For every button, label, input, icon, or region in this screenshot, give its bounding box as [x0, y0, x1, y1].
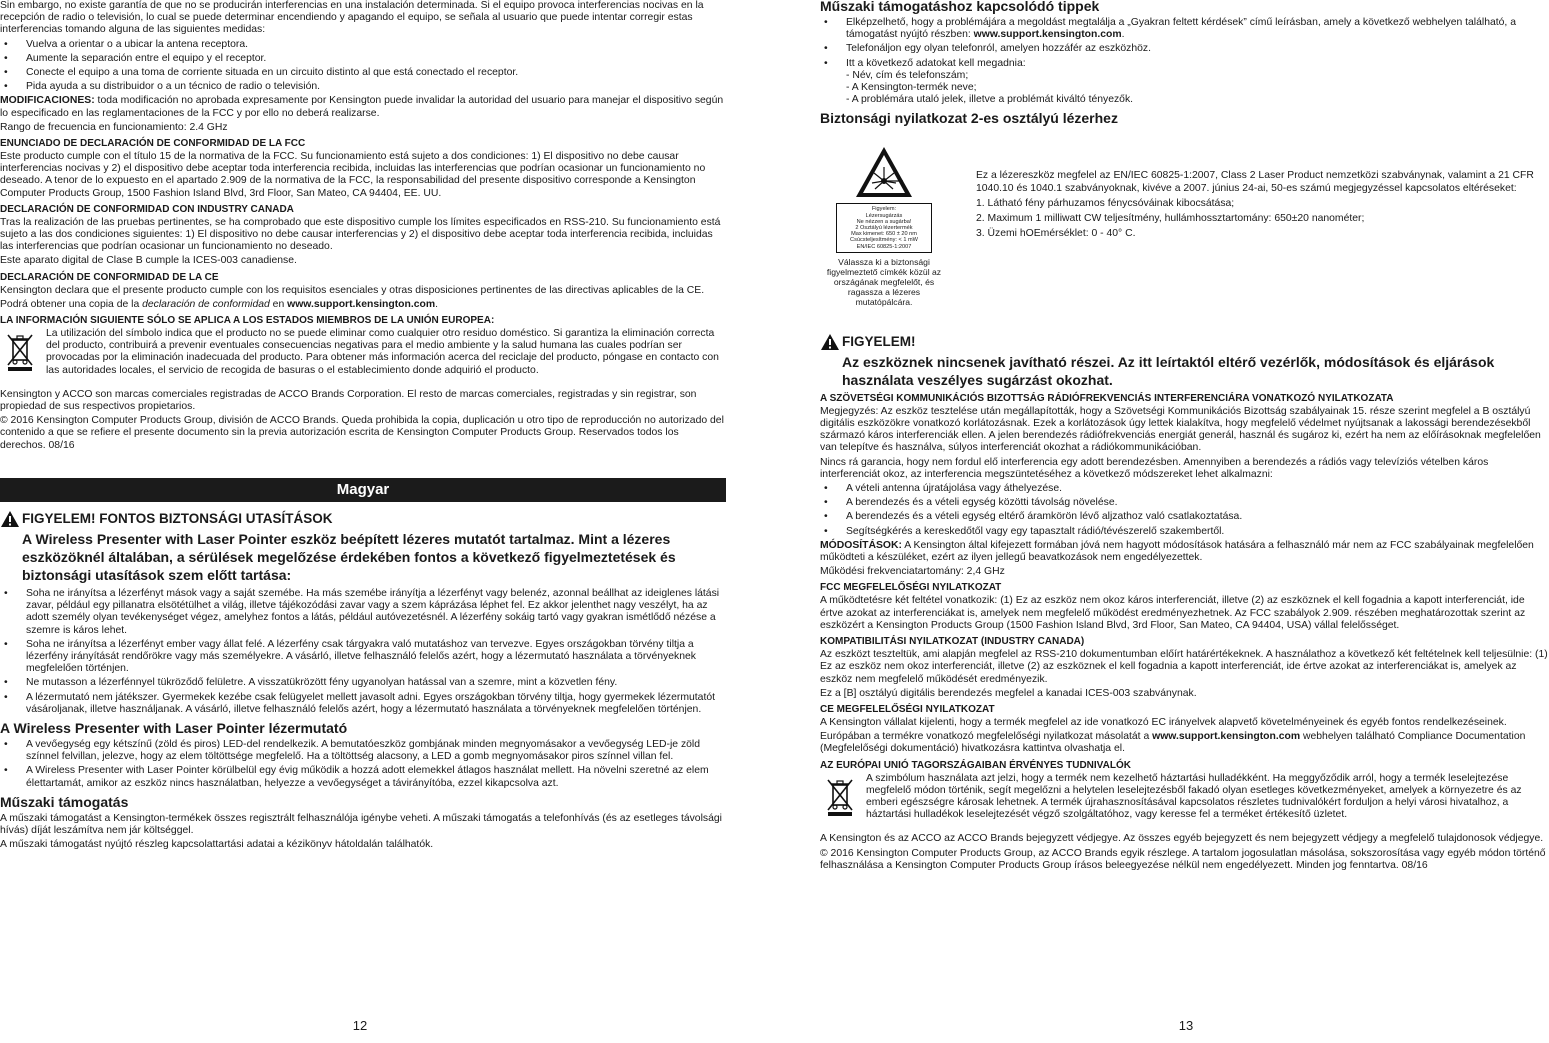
- hu-warning-heading: [0, 510, 726, 528]
- list-item: • Soha ne irányítsa a lézerfényt ember vagy állat felé. A lézerfény csak tárgyakra való mutatáshoz van tervezve. Egyes országokban törvény tiltja a lézerfény irányítását rendőrökre vagy más személyekre. A vásárló, illetve felhasználó felelős azért, hogy a lézermutató használata a törvényeknek megfelelően történjen.: [0, 639, 726, 676]
- ic-text-2: Ez a [B] osztályú digitális berendezés megfelel a kanadai ICES-003 szabványnak.: [820, 687, 1197, 699]
- list-item: • Segítségkérés a kereskedőtől vagy egy tapasztalt rádió/tévészerelő szakembertől.: [820, 526, 1549, 538]
- label-line: Figyelem:: [871, 206, 897, 213]
- ce-heading: CE MEGFELELŐSÉGI NYILATKOZAT: [820, 703, 995, 715]
- es-ce-copy-c: en: [269, 298, 288, 310]
- warning-triangle-icon: [0, 510, 20, 528]
- list-item: • Aumente la separación entre el equipo y el receptor.: [0, 53, 726, 65]
- hu-warning-title: FIGYELEM! FONTOS BIZTONSÁGI UTASÍTÁSOK: [22, 510, 333, 526]
- support-url[interactable]: www.support.kensington.com: [973, 29, 1122, 41]
- right-column: [820, 0, 1549, 874]
- frequency: Működési frekvenciatartomány: 2,4 GHz: [820, 566, 1005, 578]
- laser-warning-label: [836, 203, 932, 252]
- es-ce-copy-e: .: [435, 298, 438, 310]
- language-banner: Magyar: [0, 478, 726, 502]
- list-item: • A berendezés és a vételi egység eltérő áramkörön lévő aljzathoz való csatlakoztatása.: [820, 511, 1549, 523]
- es-eu-heading: LA INFORMACIÓN SIGUIENTE SÓLO SE APLICA A LOS ESTADOS MIEMBROS DE LA UNIÓN EUROPEA:: [0, 315, 495, 327]
- es-copyright: © 2016 Kensington Computer Products Group, división de ACCO Brands. Queda prohibida la copia, duplicación u otro tipo de reproducción no autorizado del contenido a que se refiere el presente documento sin la previa autorización escrita de Kensington Computer Products Group. Reservados todos los derechos. 08/16: [0, 415, 724, 451]
- tips-text-end: .: [1121, 29, 1125, 41]
- tips-text: Elképzelhető, hogy a problémájára a megoldást megtalálja a „Gyakran feltett kérdések” című leírásban, amely a következő webhelyen található, a támogatást nyújtó részben:: [846, 17, 1516, 41]
- laser-text-line: 3. Üzemi hOEmérséklet: 0 - 40° C.: [976, 228, 1136, 240]
- list-item: • Pida ayuda a su distribuidor o a un técnico de radio o televisión.: [0, 81, 726, 93]
- label-line: 2 Osztályú lézertermék: [855, 225, 913, 232]
- es-intro: Sin embargo, no existe garantía de que no se producirán interferencias en una instalación determinada. Si el equipo provoca interferencias nocivas en la recepción de radio o televisión, lo cual se puede determinar encendiendo y apagando el equipo, se señala al usuario que puede intentar corregir estas interferencias tomando alguna de las siguientes medidas:: [0, 0, 704, 36]
- laser-caption: Válassza ki a biztonsági figyelmeztető címkék közül az országának megfelelőt, és ragassza a lézeres mutatópálcára.: [826, 256, 942, 307]
- page-number: 13: [1178, 1018, 1194, 1033]
- list-item: • A vevőegység egy kétszínű (zöld és piros) LED-del rendelkezik. A bemutatóeszköz gombjának minden megnyomásakor a vevőegység LED-je zöld színnel felvillan, jelezve, hogy az elem töltöttsége megfelelő. Ha a töltöttség alacsony, a LED a gomb megnyomásakor piros színnel villan fel.: [0, 739, 726, 763]
- rf-list: [820, 483, 1549, 538]
- list-item: [820, 58, 1549, 107]
- es-mod-text: toda modificación no aprobada expresamente por Kensington puede invalidar la autoridad del usuario para manejar el dispositivo según lo especificado en las reglamentaciones de la FCC y por ello no deberá realizarse.: [0, 95, 724, 119]
- tips-sub-item: - Név, cím és telefonszám;: [846, 69, 969, 81]
- list-item: • Conecte el equipo a una toma de corriente situada en un circuito distinto al que está conectado el receptor.: [0, 67, 726, 79]
- tips-heading: Műszaki támogatáshoz kapcsolódó tippek: [820, 0, 1100, 14]
- es-ce-copy: [0, 299, 726, 311]
- fcc-text: A működtetésre két feltétel vonatkozik: (1) Ez az eszköz nem okoz káros interferenciát, illetve (2) az eszköznek el kell fogadnia a kapott interferenciát, ide értve azokat az interferenciákat is, amelyek nem megfelelő működést eredményezhetnek. Az FCC szabályok 2.909. részében meghatározottak szerint az eszközért a Kensington Products Group (1500 Fashion Island Blvd, 3rd Floor, San Mateo, CA 94404, USA) vállal felelősséget.: [820, 595, 1526, 631]
- es-ce-doc-link: declaración de conformidad: [142, 298, 270, 310]
- copyright: © 2016 Kensington Computer Products Group, az ACCO Brands egyik részlege. A tartalom jogosulatlan másolása, sokszorosítása vagy egyéb módon történő felhasználása a Kensington Computer Products Group írásos beleegyezése nélkül nem engedélyezett. Minden jog fenntartva. 08/16: [820, 847, 1546, 871]
- ce-text: A Kensington vállalat kijelenti, hogy a termék megfelel az ide vonatkozó EC irányelvek alapvető követelményeinek és egyéb fontos rendelkezéseinek.: [820, 716, 1507, 728]
- list-item: • Soha ne irányítsa a lézerfényt mások vagy a saját szemébe. Ha más szemébe irányítja a lézerfényt vagy belenéz, azonnal beállhat az ideiglenes látási zavar, például egy pillanatra elsötétülhet a világ, illetve tájékozódási zavar vagy a szem káprázása léphet fel. Ez akkor jelenthet nagy veszélyt, ha az adott személy olyan tevékenységet végez, amelyhez fontos a látás, például autóvezetésnél. A lézerfény sokáig tartó vagy gyakran ismétlődő nézése a szemre is káros lehet.: [0, 588, 726, 637]
- rf-text: Megjegyzés: Az eszköz tesztelése után megállapították, hogy a Szövetségi Kommunikációs Bizottság szabályainak 15. része szerint megfelel a B osztályú digitális eszközökre vonatkozó korlátozásnak. Ezek a korlátozások úgy lettek kialakítva, hogy megfelelő védelmet nyújtsanak a lakossági berendezésekből származó káros interferenciák ellen. A jelen berendezés rádiófrekvenciás energiát generál, használ és sugároz ki, ezért ha nem az előírásoknak megfelelően van telepítve és használva, súlyos interferenciát okozhat a rádiókommunikációban.: [820, 405, 1541, 454]
- ce-copy: [820, 731, 1549, 755]
- hu-support-heading: Műszaki támogatás: [0, 793, 129, 810]
- trademarks: A Kensington és az ACCO az ACCO Brands bejegyzett védjegye. Az összes egyéb bejegyzett és nem bejegyzett védjegy a megfelelő tulajdonosok védjegye.: [820, 833, 1544, 845]
- laser-statement: [820, 135, 1549, 306]
- label-line: EN/IEC 60825-1:2007: [856, 243, 912, 250]
- es-bullets: [0, 39, 726, 94]
- left-column: [0, 0, 726, 853]
- hu-laser-heading: A Wireless Presenter with Laser Pointer lézermutató: [0, 719, 348, 736]
- list-item: • A vételi antenna újratájolása vagy áthelyezése.: [820, 483, 1549, 495]
- es-trademarks: Kensington y ACCO son marcas comerciales registradas de ACCO Brands Corporation. El resto de marcas comerciales, registradas y sin registrar, son propiedad de sus respectivos propietarios.: [0, 388, 697, 413]
- es-fcc-text: Este producto cumple con el título 15 de la normativa de la FCC. Su funcionamiento está sujeto a dos condiciones: 1) El dispositivo no debe causar interferencias nocivas y 2) el dispositivo debe aceptar toda interferencia recibida, incluidas las interferencias que podrían ocasionar un funcionamiento no deseado. A tenor de lo expuesto en el apartado 2.909 de la normativa de la FCC, la responsabilidad del presente dispositivo corresponde a Kensington Computer Products Group, 1500 Fashion Island Blvd, 3rd Floor, San Mateo, CA 94404, EE. UU.: [0, 151, 706, 199]
- tips-sub-item: - A Kensington-termék neve;: [846, 82, 977, 94]
- eu-text: A szimbólum használata azt jelzi, hogy a termék nem kezelhető háztartási hulladékként. Ha meggyőződik arról, hogy a termék leselejtezése megfelelő módon történik, segít megelőzni a helytelen leselejtezésből fakadó olyan esetleges következményeket, amelyek a környezetre és az emberi egészségre károsak lehetnek. A termék újrahasznosításával kapcsolatos részletes tudnivalókért forduljon a helyi városi hivatalhoz, a háztartási hulladékok leselejtezését végző szolgáltatóhoz, vagy keresse fel a terméket értékesítő üzletet.: [866, 772, 1522, 821]
- laser-safety-heading: Biztonsági nyilatkozat 2-es osztályú lézerhez: [820, 110, 1118, 127]
- page-number: 12: [352, 1018, 368, 1033]
- hu-warning-body: A Wireless Presenter with Laser Pointer eszköz beépített lézeres mutatót tartalmaz. Mint a lézeres eszközöknél általában, a sérülések megelőzése érdekében fontos a következő figyelmeztetések és biztonsági utasítások szem előtt tartása:: [22, 530, 676, 583]
- label-line: Ne nézzen a sugárba!: [856, 218, 912, 225]
- hu-support-text: A műszaki támogatást a Kensington-termékek összes regisztrált felhasználója igénybe veheti. A műszaki támogatás a telefonhívás (és az esetleges távolsági hívás) díját leszámítva nem jár költséggel.: [0, 812, 722, 836]
- laser-figure: [820, 135, 948, 306]
- weee-bin-icon: [824, 777, 856, 817]
- es-eu-text: La utilización del símbolo indica que el producto no se puede eliminar como cualquier otro residuo doméstico. Si garantiza la eliminación correcta del producto, contribuirá a prevenir eventuales consecuencias negativas para el medio ambiente y la salud humana las cuales podrían ser provocadas por la eliminación inadecuada del producto. Para obtener más información acerca del reciclaje del producto, póngase en contacto con las autoridades locales, el servicio de recogida de basuras o el establecimiento donde adquirió el producto.: [46, 328, 719, 376]
- list-item: • Telefonáljon egy olyan telefonról, amelyen hozzáfér az eszközhöz.: [820, 43, 1549, 55]
- eu-heading: AZ EURÓPAI UNIÓ TAGORSZÁGAIBAN ÉRVÉNYES TUDNIVALÓK: [820, 759, 1131, 771]
- warning-triangle-icon: [820, 333, 840, 351]
- fcc-heading: FCC MEGFELELŐSÉGI NYILATKOZAT: [820, 582, 1002, 594]
- weee-block: [820, 773, 1549, 824]
- tips-list: [820, 17, 1549, 106]
- ce-copy-c: webhelyen található Compliance Documentation (Megfelelőségi dokumentáció) hivatkozásra kattintva olvashatja el.: [820, 731, 1526, 755]
- es-ce-text: Kensington declara que el presente producto cumple con los requisitos esenciales y otras disposiciones pertinentes de las directivas aplicables de la CE.: [0, 284, 705, 296]
- mod-text: A Kensington által kifejezett formában jóvá nem hagyott módosítások hatására a felhasználó már nem az FCC szabályainak megfelelően működteti a készüléket, ezért az ilyen jellegű beavatkozások nem engedélyezettek.: [820, 539, 1534, 564]
- es-support-url[interactable]: www.support.kensington.com: [287, 298, 436, 310]
- es-modifications: [0, 95, 726, 119]
- weee-bin-icon: [4, 332, 36, 372]
- laser-text-line: 2. Maximum 1 milliwatt CW teljesítmény, hullámhossztartomány: 650±20 nanométer;: [976, 213, 1365, 225]
- ce-copy-a: Európában a termékre vonatkozó megfelelőségi nyilatkozat másolatát a: [820, 731, 1153, 743]
- es-ce-heading: DECLARACIÓN DE CONFORMIDAD DE LA CE: [0, 271, 219, 283]
- es-ic-heading: DECLARACIÓN DE CONFORMIDAD CON INDUSTRY CANADA: [0, 203, 294, 215]
- ic-heading: KOMPATIBILITÁSI NYILATKOZAT (INDUSTRY CANADA): [820, 636, 1085, 648]
- mod-label: MÓDOSÍTÁSOK:: [820, 539, 902, 551]
- list-item: • Ne mutasson a lézerfénnyel tükröződő felületre. A visszatükrözött fény ugyanolyan hatással van a szemre, mint a közvetlen fény.: [0, 677, 726, 689]
- es-frequency: Rango de frecuencia en funcionamiento: 2.4 GHz: [0, 121, 228, 133]
- list-item: • Vuelva a orientar o a ubicar la antena receptora.: [0, 39, 726, 51]
- es-weee-block: [0, 328, 726, 379]
- es-fcc-heading: ENUNCIADO DE DECLARACIÓN DE CONFORMIDAD DE LA FCC: [0, 138, 306, 150]
- modifications: [820, 540, 1549, 564]
- es-mod-label: MODIFICACIONES:: [0, 95, 95, 107]
- hu-support-text-2: A műszaki támogatást nyújtó részleg kapcsolattartási adatai a kézikönyv hátoldalán találhatók.: [0, 839, 434, 851]
- list-item: • A lézermutató nem játékszer. Gyermekek kezébe csak felügyelet mellett javasolt adni. Egyes országokban törvény tiltja, hogy gyermekek lézermutatót vásároljanak, illetve használjanak. A vásárló, illetve felhasználó felelős azért, hogy a lézermutató használata a törvényeknek megfelelően történjen.: [0, 692, 726, 716]
- es-ic-text-2: Este aparato digital de Clase B cumple la ICES-003 canadiense.: [0, 255, 297, 267]
- es-ce-copy-a: Podrá obtener una copia de la: [0, 298, 143, 310]
- ic-text: Az eszközt teszteltük, ami alapján megfelel az RSS-210 dokumentumban előírt határértékeknek. A használathoz a következő két feltételnek kell teljesülnie: (1) Ez az eszköz nem okoz interferenciát, illetve (2) az eszköznek el kell fogadnia a kapott interferenciát, ide értve azokat az interferenciákat is, amelyek az eszköz nem megfelelő működését eredményezik.: [820, 649, 1548, 685]
- tips-sub-item: - A problémára utaló jelek, illetve a problémát kiváltó tényezők.: [846, 94, 1134, 106]
- tips-text: Itt a következő adatokat kell megadnia:: [846, 57, 1026, 69]
- laser-text-line: Ez a lézereszköz megfelel az EN/IEC 60825-1:2007, Class 2 Laser Product nemzetközi szabványnak, valamint a 21 CFR 1040.10 és 1040.1 szabványoknak, kivéve a 2007. június 24-ai, 50-es számú megjegyzéssel kapcsolatos eltéréseket:: [976, 170, 1534, 195]
- warning-title: FIGYELEM!: [842, 333, 916, 349]
- page-left: [0, 0, 726, 1043]
- laser-compliance-text: [948, 135, 1549, 306]
- es-ic-text: Tras la realización de las pruebas pertinentes, se ha comprobado que este dispositivo cumple los límites especificados en RSS-210. Su funcionamiento está sujeto a las dos condiciones siguientes: 1) El dispositivo no debe causar interferencias y 2) el dispositivo debe aceptar toda interferencia recibida, incluidas las interferencias que podrían ocasionar un funcionamiento no deseado.: [0, 216, 721, 253]
- list-item: • A Wireless Presenter with Laser Pointer körülbelül egy évig működik a hozzá adott elemekkel átlagos használat mellett. Ha növelni szeretné az elem élettartamát, amikor az eszköz nincs használatban, helyezze a vevőegységet a távirányítóba, ezzel kikapcsolva azt.: [0, 765, 726, 789]
- hu-laser-list: [0, 739, 726, 790]
- page-right: [820, 0, 1549, 1043]
- laser-text-line: 1. Látható fény párhuzamos fénycsóváinak kibocsátása;: [976, 198, 1235, 210]
- rf-heading: A SZÖVETSÉGI KOMMUNIKÁCIÓS BIZOTTSÁG RÁDIÓFREKVENCIÁS INTERFERENCIÁRA VONATKOZÓ NYILATKOZATA: [820, 392, 1394, 404]
- laser-hazard-icon: [854, 145, 914, 199]
- list-item: • A berendezés és a vételi egység közötti távolság növelése.: [820, 497, 1549, 509]
- label-line: Lézersugárzás: [865, 212, 903, 219]
- warning-body: Az eszköznek nincsenek javítható részei. Az itt leírtaktól eltérő vezérlők, módosítások és eljárások használata veszélyes sugárzást okozhat.: [842, 353, 1495, 388]
- list-item: [820, 17, 1549, 41]
- label-line: Csúcsteljesítmény: < 1 mW: [850, 237, 918, 244]
- label-line: Max kimenet: 650 ± 20 nm: [851, 231, 917, 238]
- warning-heading: [820, 333, 1549, 351]
- rf-text-2: Nincs rá garancia, hogy nem fordul elő interferencia egy adott berendezésben. Amennyiben a berendezés a rádiós vagy televíziós vételben káros interferenciát okoz, az interferencia megszüntetéséhez a következő módszereket lehet alkalmazni:: [820, 456, 1489, 480]
- hu-safety-list: [0, 588, 726, 716]
- ce-support-url[interactable]: www.support.kensington.com: [1152, 731, 1301, 743]
